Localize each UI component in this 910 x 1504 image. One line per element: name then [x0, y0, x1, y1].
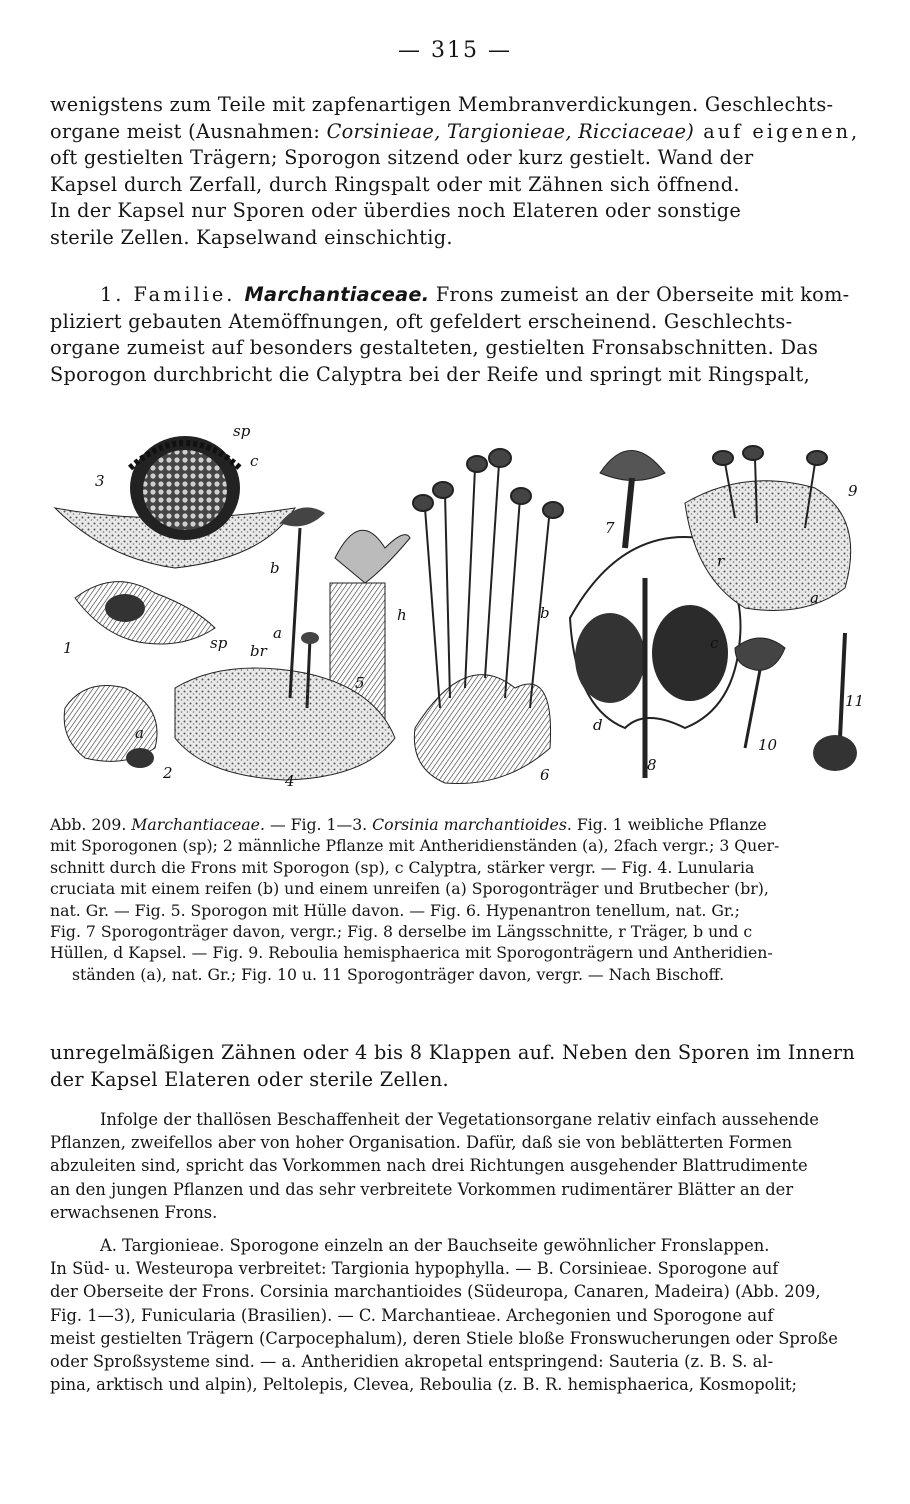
- text-line: oder Sproßsysteme sind. — a. Antheridien akropetal entspringend: Sauteria (z. B. S. al-: [50, 1352, 774, 1372]
- text-line: an den jungen Pflanzen und das sehr verbreitete Vorkommen rudimentärer Blätter an der: [50, 1179, 794, 1199]
- family-name: Marchantiaceae.: [244, 283, 430, 306]
- fig-label: sp: [233, 422, 251, 440]
- fig-label: sp: [210, 634, 228, 652]
- botanical-figure: [45, 408, 880, 796]
- text-line: Infolge der thallösen Beschaffenheit der Vegetationsorgane relativ einfach aussehende: [100, 1110, 819, 1129]
- fig-label: r: [717, 552, 725, 570]
- fig-label: 9: [848, 482, 858, 500]
- fig-label: 7: [605, 519, 615, 537]
- fig-label: a: [135, 724, 144, 742]
- fig-label: 11: [845, 692, 865, 710]
- fig-3-cross-section: [55, 436, 295, 568]
- text-line: A. Targionieae. Sporogone einzeln an der Bauchseite gewöhnlicher Fronslappen.: [100, 1236, 770, 1255]
- text-line: organe zumeist auf besonders gestalteten, gestielten Fronsabschnitten. Das: [50, 336, 819, 360]
- fig-label: a: [273, 624, 282, 642]
- text-line: organe meist (Ausnahmen: Corsinieae, Targionieae, Ricciaceae) auf eigenen,: [50, 119, 861, 143]
- fig-label: 4: [285, 772, 295, 790]
- fig-label: a: [810, 589, 819, 607]
- fig-label: b: [270, 559, 280, 577]
- top-paragraph: [50, 92, 870, 252]
- text-line: In Süd- u. Westeuropa verbreitet: Targionia hypophylla. — B. Corsinieae. Sporogone auf: [50, 1259, 779, 1279]
- small-paragraph-2: [50, 1234, 870, 1396]
- fig-label: b: [540, 604, 550, 622]
- text-line: der Oberseite der Frons. Corsinia marchantioides (Südeuropa, Canaren, Madeira) (Abb. 209,: [50, 1282, 821, 1302]
- page-number: — 315 —: [398, 38, 512, 63]
- text-line: meist gestielten Trägern (Carpocephalum), deren Stiele bloße Fronswucherungen oder Sproße: [50, 1328, 838, 1348]
- caption-line: schnitt durch die Frons mit Sporogon (sp), c Calyptra, stärker vergr. — Fig. 4. Lunularia: [50, 857, 755, 877]
- fig-label: d: [593, 716, 603, 734]
- taxon-names: Corsinieae, Targionieae, Ricciaceae): [326, 119, 695, 143]
- family-paragraph: [50, 282, 870, 388]
- text-line: oft gestielten Trägern; Sporogon sitzend oder kurz gestielt. Wand der: [50, 146, 754, 170]
- fig-label: 6: [540, 766, 550, 784]
- caption-line: mit Sporogonen (sp); 2 männliche Pflanze mit Antheridienständen (a), 2fach vergr.; 3 Quer-: [50, 836, 780, 856]
- text-line: unregelmäßigen Zähnen oder 4 bis 8 Klappen auf. Neben den Sporen im Innern: [50, 1041, 856, 1064]
- text-line: Kapsel durch Zerfall, durch Ringspalt oder mit Zähnen sich öffnend.: [50, 172, 740, 196]
- text-line: pina, arktisch und alpin), Peltolepis, Clevea, Reboulia (z. B. R. hemisphaerica, Kosmopolit;: [50, 1375, 797, 1395]
- text-line: Fig. 1—3), Funicularia (Brasilien). — C. Marchantieae. Archegonien und Sporogone auf: [50, 1305, 774, 1325]
- text-line: pliziert gebauten Atemöffnungen, oft gefeldert erscheinend. Geschlechts-: [50, 309, 793, 333]
- text-line: In der Kapsel nur Sporen oder überdies noch Elateren oder sonstige: [50, 199, 742, 223]
- fig-label: 2: [163, 764, 173, 782]
- caption-line: Fig. 7 Sporogonträger davon, vergr.; Fig. 8 derselbe im Längsschnitte, r Träger, b und c: [50, 922, 753, 942]
- fig-label: 3: [95, 472, 105, 490]
- text-line: erwachsenen Frons.: [50, 1202, 218, 1222]
- text-line: abzuleiten sind, spricht das Vorkommen nach drei Richtungen ausgehender Blattrudimente: [50, 1156, 808, 1176]
- text-line: Pflanzen, zweifellos aber von hoher Organisation. Dafür, daß sie von beblätterten Formen: [50, 1133, 793, 1153]
- fig-label: br: [250, 642, 267, 660]
- fig-label: 5: [355, 674, 365, 692]
- fig-label: c: [710, 634, 719, 652]
- fig-10-11-sporogon-carriers: [735, 633, 857, 771]
- caption-line: cruciata mit einem reifen (b) und einem unreifen (a) Sporogonträger und Brutbecher (br),: [50, 879, 769, 899]
- caption-line: ständen (a), nat. Gr.; Fig. 10 u. 11 Sporogonträger davon, vergr. — Nach Bischoff.: [72, 964, 725, 984]
- caption-line: nat. Gr. — Fig. 5. Sporogon mit Hülle davon. — Fig. 6. Hypenantron tenellum, nat. Gr.;: [50, 900, 740, 920]
- text-line: Sporogon durchbricht die Calyptra bei der Reife und springt mit Ringspalt,: [50, 362, 811, 386]
- fig-label: 10: [758, 736, 778, 754]
- fig-label: 1: [63, 639, 73, 657]
- text-line: sterile Zellen. Kapselwand einschichtig.: [50, 225, 453, 249]
- text-line: der Kapsel Elateren oder sterile Zellen.: [50, 1067, 449, 1091]
- caption-line: Hüllen, d Kapsel. — Fig. 9. Reboulia hemisphaerica mit Sporogonträgern und Antheridien-: [50, 943, 773, 963]
- caption-line: Abb. 209. Marchantiaceae. — Fig. 1—3. Corsinia marchantioides. Fig. 1 weibliche Pflanze: [50, 815, 767, 834]
- continuation-paragraph: [50, 1040, 870, 1093]
- fig-label: 8: [647, 756, 657, 774]
- fig-label: c: [250, 452, 259, 470]
- figure-caption: [50, 814, 870, 985]
- text-line: 1. Familie. Marchantiaceae. Frons zumeist an der Oberseite mit kom-: [100, 283, 850, 306]
- marchantiaceae-illustration: [45, 408, 880, 796]
- text-line: wenigstens zum Teile mit zapfenartigen Membranverdickungen. Geschlechts-: [50, 93, 834, 116]
- fig-label: h: [397, 606, 407, 624]
- fig-1-female-plant: [75, 582, 215, 644]
- small-paragraph-1: [50, 1108, 870, 1224]
